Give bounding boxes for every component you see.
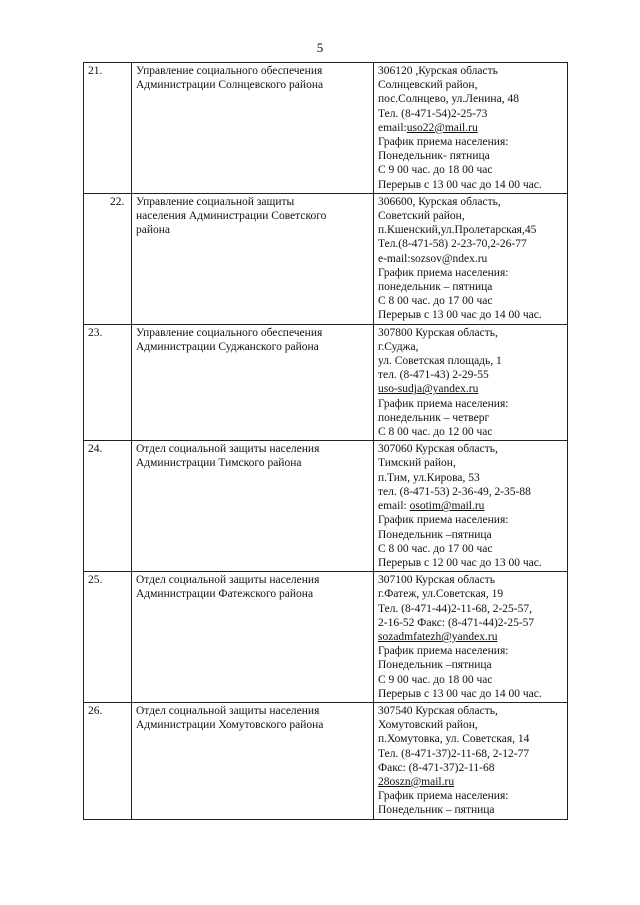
contact-text: Тел. (8-471-54)2-25-73 [378, 107, 488, 120]
contact-text: 307060 Курская область, [378, 443, 498, 456]
contact-text: 307100 Курская область [378, 574, 495, 587]
contact-text: С 8 00 час. до 17 00 час [378, 295, 493, 308]
contact-line [378, 718, 563, 732]
organization-name-line: района [136, 224, 171, 237]
contact-line [378, 471, 563, 485]
contact-text: п.Тим, ул.Кирова, 53 [378, 471, 480, 484]
contact-text: С 8 00 час. до 17 00 час [378, 542, 493, 555]
contact-line [378, 107, 563, 121]
organization-name-line: Администрации Солнцевского района [136, 79, 324, 92]
contact-line [378, 308, 563, 322]
table-body [84, 63, 568, 820]
organization-name-line: Управление социального обеспечения [136, 326, 323, 339]
organization-name [132, 63, 374, 194]
contact-text: График приема населения: [378, 645, 509, 658]
contact-line [378, 485, 563, 499]
contact-line [378, 630, 563, 644]
contact-text: 307540 Курская область, [378, 704, 498, 717]
organization-name [132, 441, 374, 572]
email-link[interactable]: uso22@mail.ru [406, 121, 478, 134]
contact-text: тел. (8-471-53) 2-36-49, 2-35-88 [378, 485, 531, 498]
contact-line [378, 354, 563, 368]
contact-info [374, 324, 568, 441]
contact-text: ул. Советская площадь, 1 [378, 355, 502, 368]
contact-line [378, 280, 563, 294]
contact-line [378, 789, 563, 803]
contact-text: График приема населения: [378, 790, 509, 803]
email-link[interactable]: osotim@mail.ru [409, 500, 485, 513]
organization-name-line: Администрации Хомутовского района [136, 719, 324, 732]
row-number: 25. [84, 572, 132, 703]
contact-text: 306120 ,Курская область [378, 65, 498, 77]
contact-text: 306600, Курская область, [378, 195, 501, 208]
contact-line [378, 149, 563, 163]
table-row [84, 324, 568, 441]
contact-line [378, 673, 563, 687]
table-row [84, 572, 568, 703]
contact-line [378, 425, 563, 439]
contact-text: Тел.(8-471-58) 2-23-70,2-26-77 [378, 238, 527, 251]
contact-text: Понедельник – пятница [378, 804, 495, 817]
contact-line [378, 135, 563, 149]
contact-line [378, 294, 563, 308]
contact-text: п.Кшенский,ул.Пролетарская,45 [378, 224, 537, 237]
contact-text: С 9 00 час. до 18 00 час [378, 164, 493, 177]
contact-line [378, 687, 563, 701]
organization-name [132, 324, 374, 441]
contact-line [378, 78, 563, 92]
contact-text: Тел. (8-471-44)2-11-68, 2-25-57, [378, 602, 533, 615]
organization-name [132, 572, 374, 703]
contact-line [378, 397, 563, 411]
contact-text: Перерыв с 13 00 час до 14 00 час. [378, 309, 542, 322]
contact-text: 307800 Курская область, [378, 326, 498, 339]
contact-line [378, 528, 563, 542]
row-number: 26. [84, 702, 132, 819]
contact-line [378, 178, 563, 192]
table-row [84, 193, 568, 324]
row-number: 22. [84, 193, 132, 324]
contact-line [378, 803, 563, 817]
contact-line [378, 368, 563, 382]
contact-line [378, 163, 563, 177]
contact-line [378, 573, 563, 587]
contact-text: понедельник – четверг [378, 411, 490, 424]
contact-text: Тел. (8-471-37)2-11-68, 2-12-77 [378, 747, 530, 760]
email-label: email: [378, 121, 407, 134]
contact-text: График приема населения: [378, 514, 509, 527]
contact-text: Советский район, [378, 210, 465, 223]
contact-line [378, 775, 563, 789]
contact-text: тел. (8-471-43) 2-29-55 [378, 369, 489, 382]
contact-line [378, 411, 563, 425]
organization-name-line: Отдел социальной защиты населения [136, 574, 320, 587]
organization-name-line: Отдел социальной защиты населения [136, 704, 320, 717]
contact-line [378, 704, 563, 718]
organization-name [132, 702, 374, 819]
contact-line [378, 542, 563, 556]
organization-name-line: Управление социальной защиты [136, 195, 295, 208]
contact-line [378, 209, 563, 223]
contact-info [374, 193, 568, 324]
contact-text: г.Фатеж, ул.Советская, 19 [378, 588, 504, 601]
contact-text: Факс: (8-471-37)2-11-68 [378, 761, 495, 774]
contact-text: С 8 00 час. до 12 00 час [378, 426, 493, 439]
contact-text: г.Суджа, [378, 340, 419, 353]
contact-line [378, 644, 563, 658]
contact-line [378, 64, 563, 78]
contact-info [374, 702, 568, 819]
contact-text: С 9 00 час. до 18 00 час [378, 673, 493, 686]
row-number: 23. [84, 324, 132, 441]
contact-line [378, 121, 563, 135]
contact-text: Солнцевский район, [378, 79, 478, 92]
email-link[interactable]: uso-sudja@yandex.ru [378, 383, 479, 396]
contact-text: 2-16-52 Факс: (8-471-44)2-25-57 [378, 616, 535, 629]
organization-name-line: Администрации Тимского района [136, 457, 302, 470]
contact-line [378, 616, 563, 630]
contact-line [378, 587, 563, 601]
contact-line [378, 340, 563, 354]
contact-line [378, 195, 563, 209]
contact-line [378, 747, 563, 761]
contact-line [378, 382, 563, 396]
email-link[interactable]: 28oszn@mail.ru [378, 775, 455, 788]
contact-line [378, 456, 563, 470]
contact-info [374, 441, 568, 572]
contact-text: Тимский район, [378, 457, 456, 470]
contact-line [378, 556, 563, 570]
contact-text: Перерыв с 12 00 час до 13 00 час. [378, 556, 542, 569]
contact-text: Понедельник- пятница [378, 150, 490, 163]
contact-text: Понедельник –пятница [378, 659, 492, 672]
organization-name-line: населения Администрации Советского [136, 210, 327, 223]
organization-name [132, 193, 374, 324]
contact-text: Перерыв с 13 00 час до 14 00 час. [378, 687, 542, 700]
organization-name-line: Управление социального обеспечения [136, 65, 323, 77]
contact-line [378, 658, 563, 672]
contact-text: График приема населения: [378, 136, 509, 149]
contact-text: Хомутовский район, [378, 719, 478, 732]
page-number: 5 [316, 40, 324, 55]
contact-line [378, 237, 563, 251]
organization-name-line: Администрации Фатежского района [136, 588, 314, 601]
contact-info [374, 572, 568, 703]
contact-line [378, 252, 563, 266]
contact-line [378, 761, 563, 775]
contact-line [378, 499, 563, 513]
contact-text: Понедельник –пятница [378, 528, 492, 541]
table-row [84, 441, 568, 572]
contact-line [378, 732, 563, 746]
contact-text: пос.Солнцево, ул.Ленина, 48 [378, 93, 519, 106]
contact-text: Перерыв с 13 00 час до 14 00 час. [378, 178, 542, 191]
email-label: email: [378, 500, 410, 513]
row-number: 21. [84, 63, 132, 194]
contact-info [374, 63, 568, 194]
row-number: 24. [84, 441, 132, 572]
contact-text: понедельник – пятница [378, 281, 493, 294]
contact-line [378, 442, 563, 456]
contact-text: График приема населения: [378, 397, 509, 410]
contact-text: п.Хомутовка, ул. Советская, 14 [378, 733, 530, 746]
email-link[interactable]: sozadmfatezh@yandex.ru [378, 630, 498, 643]
contact-line [378, 223, 563, 237]
social-services-table [83, 62, 568, 820]
table-row [84, 63, 568, 194]
contact-line [378, 513, 563, 527]
organization-name-line: Администрации Суджанского района [136, 340, 319, 353]
contact-text: e-mail:sozsov@ndex.ru [378, 252, 488, 265]
organization-name-line: Отдел социальной защиты населения [136, 443, 320, 456]
contact-text: График приема населения: [378, 266, 509, 279]
contact-line [378, 602, 563, 616]
contact-line [378, 326, 563, 340]
contact-line [378, 92, 563, 106]
contact-line [378, 266, 563, 280]
table-row [84, 702, 568, 819]
